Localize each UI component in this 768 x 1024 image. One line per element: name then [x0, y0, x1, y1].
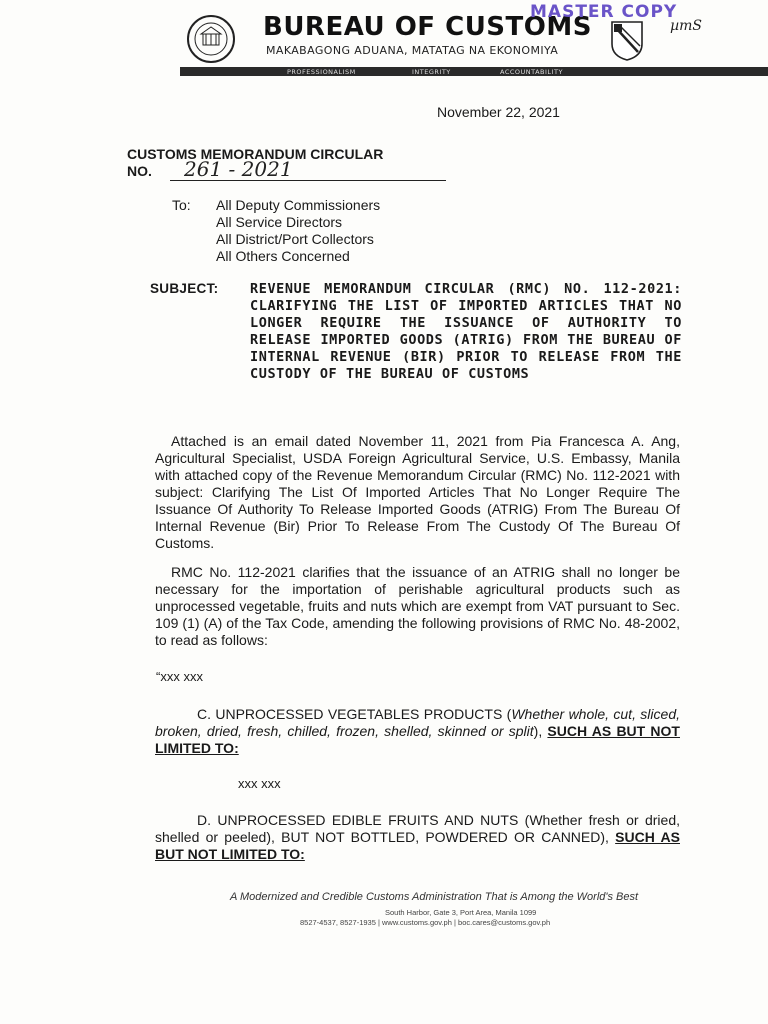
header-title: BUREAU OF CUSTOMS: [263, 12, 592, 42]
footer-address: South Harbor, Gate 3, Port Area, Manila 1099: [385, 908, 537, 917]
section-c-paragraph: [155, 706, 680, 757]
bar-label-professionalism: PROFESSIONALISM: [287, 68, 356, 76]
subject-label: SUBJECT:: [150, 281, 219, 296]
bar-label-integrity: INTEGRITY: [412, 68, 451, 76]
recipient-item: All District/Port Collectors: [216, 231, 374, 247]
customs-crest-icon: [610, 18, 644, 62]
section-c-lead: C. UNPROCESSED VEGETABLES PRODUCTS (: [197, 706, 512, 722]
recipient-item: All Service Directors: [216, 214, 343, 230]
ellipsis-marker: “xxx xxx: [156, 669, 203, 684]
circular-number: 261 - 2021: [170, 160, 446, 181]
to-label: To:: [172, 197, 191, 213]
header-bar: [180, 67, 768, 76]
section-c-close: ),: [533, 723, 548, 739]
ellipsis-marker: xxx xxx: [238, 776, 281, 791]
handwritten-initials: µmS: [670, 18, 702, 34]
section-d-underline: SUCH AS BUT NOT LIMITED TO:: [155, 829, 680, 862]
document-date: November 22, 2021: [437, 104, 560, 120]
circular-label-line1: CUSTOMS MEMORANDUM CIRCULAR: [127, 146, 384, 162]
master-copy-stamp: MASTER COPY: [530, 2, 678, 22]
recipient-item: All Deputy Commissioners: [216, 197, 381, 213]
section-d-paragraph: [155, 812, 680, 863]
bureau-seal-icon: [186, 14, 236, 64]
section-c-underline: SUCH AS BUT NOT LIMITED TO:: [155, 723, 680, 756]
subject-text: REVENUE MEMORANDUM CIRCULAR (RMC) NO. 112-2021: CLARIFYING THE LIST OF IMPORTED ARTICLES THAT NO LONGER REQUIRE THE ISSUANCE OF AUTHORITY TO RELEASE IMPORTED GOODS (ATRIG) FROM THE BUREAU OF INTERNAL REVENUE (BIR) PRIOR TO RELEASE FROM THE CUSTODY OF THE BUREAU OF CUSTOMS: [250, 281, 682, 382]
bar-label-accountability: ACCOUNTABILITY: [500, 68, 563, 76]
recipient-list: [216, 197, 380, 265]
section-d-lead: D. UNPROCESSED EDIBLE FRUITS AND NUTS (Whether fresh or dried, shelled or peeled), BUT NOT BOTTLED, POWDERED OR CANNED),: [155, 812, 680, 845]
footer-tagline: A Modernized and Credible Customs Administration That is Among the World's Best: [230, 891, 639, 903]
circular-label-line2: NO.: [127, 163, 152, 179]
section-c-italic: Whether whole, cut, sliced, broken, dried, fresh, chilled, frozen, shelled, skinned or split: [155, 706, 680, 739]
body-paragraph-1: Attached is an email dated November 11, 2021 from Pia Francesca A. Ang, Agricultural Specialist, USDA Foreign Agricultural Service, U.S. Embassy, Manila with attached copy of the Revenue Memorandum Circular (RMC) No. 112-2021 with subject: Clarifying The List Of Imported Articles That No Longer Require The Issuance Of Authority To Release Imported Goods (ATRIG) From The Bureau Of Internal Revenue (Bir) Prior To Release From The Custody Of The Bureau Of Customs.: [155, 433, 680, 551]
body-paragraph-2: RMC No. 112-2021 clarifies that the issuance of an ATRIG shall no longer be necessary for the importation of perishable agricultural products such as unprocessed vegetable, fruits and nuts which are exempt from VAT pursuant to Sec. 109 (1) (A) of the Tax Code, amending the following provisions of RMC No. 48-2002, to read as follows:: [155, 564, 680, 648]
footer-contact: 8527-4537, 8527-1935 | www.customs.gov.ph | boc.cares@customs.gov.ph: [300, 918, 551, 927]
recipient-item: All Others Concerned: [216, 248, 350, 264]
header-motto: MAKABAGONG ADUANA, MATATAG NA EKONOMIYA: [266, 44, 559, 57]
